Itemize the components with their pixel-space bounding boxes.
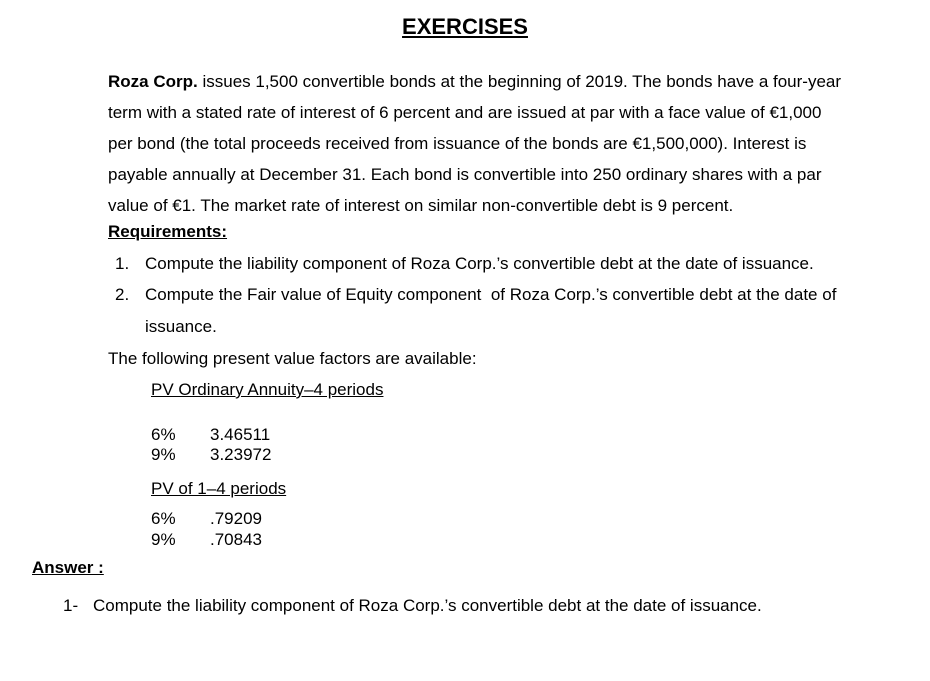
pv-single-heading: PV of 1–4 periods [151, 479, 287, 498]
pv-single-value: .70843 [210, 530, 262, 549]
pv-single-rate: 6% [151, 509, 176, 528]
pv-single-value: .79209 [210, 509, 262, 528]
pv-annuity-heading: PV Ordinary Annuity–4 periods [151, 380, 384, 399]
requirement-2-number: 2. [115, 285, 130, 304]
problem-line-4: payable annually at December 31. Each bond is convertible into 250 ordinary shares with a par [108, 165, 822, 184]
requirement-2-text: Compute the Fair value of Equity component of Roza Corp.’s convertible debt at the date of [145, 285, 837, 304]
problem-line-3: per bond (the total proceeds received from issuance of the bonds are €1,500,000). Interest is [108, 134, 807, 153]
pv-annuity-rate: 6% [151, 425, 176, 444]
problem-line-5: value of €1. The market rate of interest on similar non-convertible debt is 9 percent. [108, 196, 734, 215]
factors-intro: The following present value factors are available: [108, 349, 477, 368]
pv-annuity-value: 3.23972 [210, 445, 272, 464]
pv-annuity-value: 3.46511 [210, 425, 271, 444]
requirements-heading: Requirements: [108, 222, 228, 241]
company-name: Roza Corp. [108, 72, 198, 91]
answer-1-text: Compute the liability component of Roza Corp.’s convertible debt at the date of issuance. [93, 596, 762, 615]
pv-annuity-rate: 9% [151, 445, 176, 464]
problem-line-1-text: issues 1,500 convertible bonds at the beginning of 2019. The bonds have a four-year [197, 72, 842, 91]
pv-single-rate: 9% [151, 530, 176, 549]
requirement-2-text-cont: issuance. [145, 317, 217, 336]
page-title: EXERCISES [402, 14, 528, 39]
answer-1-number: 1- [63, 596, 79, 615]
requirement-1-text: Compute the liability component of Roza Corp.’s convertible debt at the date of issuance. [145, 254, 814, 273]
problem-line-2: term with a stated rate of interest of 6 percent and are issued at par with a face value of €1,000 [108, 103, 822, 122]
problem-line-1 [108, 66, 841, 97]
answer-heading: Answer : [32, 558, 104, 577]
requirement-1-number: 1. [115, 254, 130, 273]
